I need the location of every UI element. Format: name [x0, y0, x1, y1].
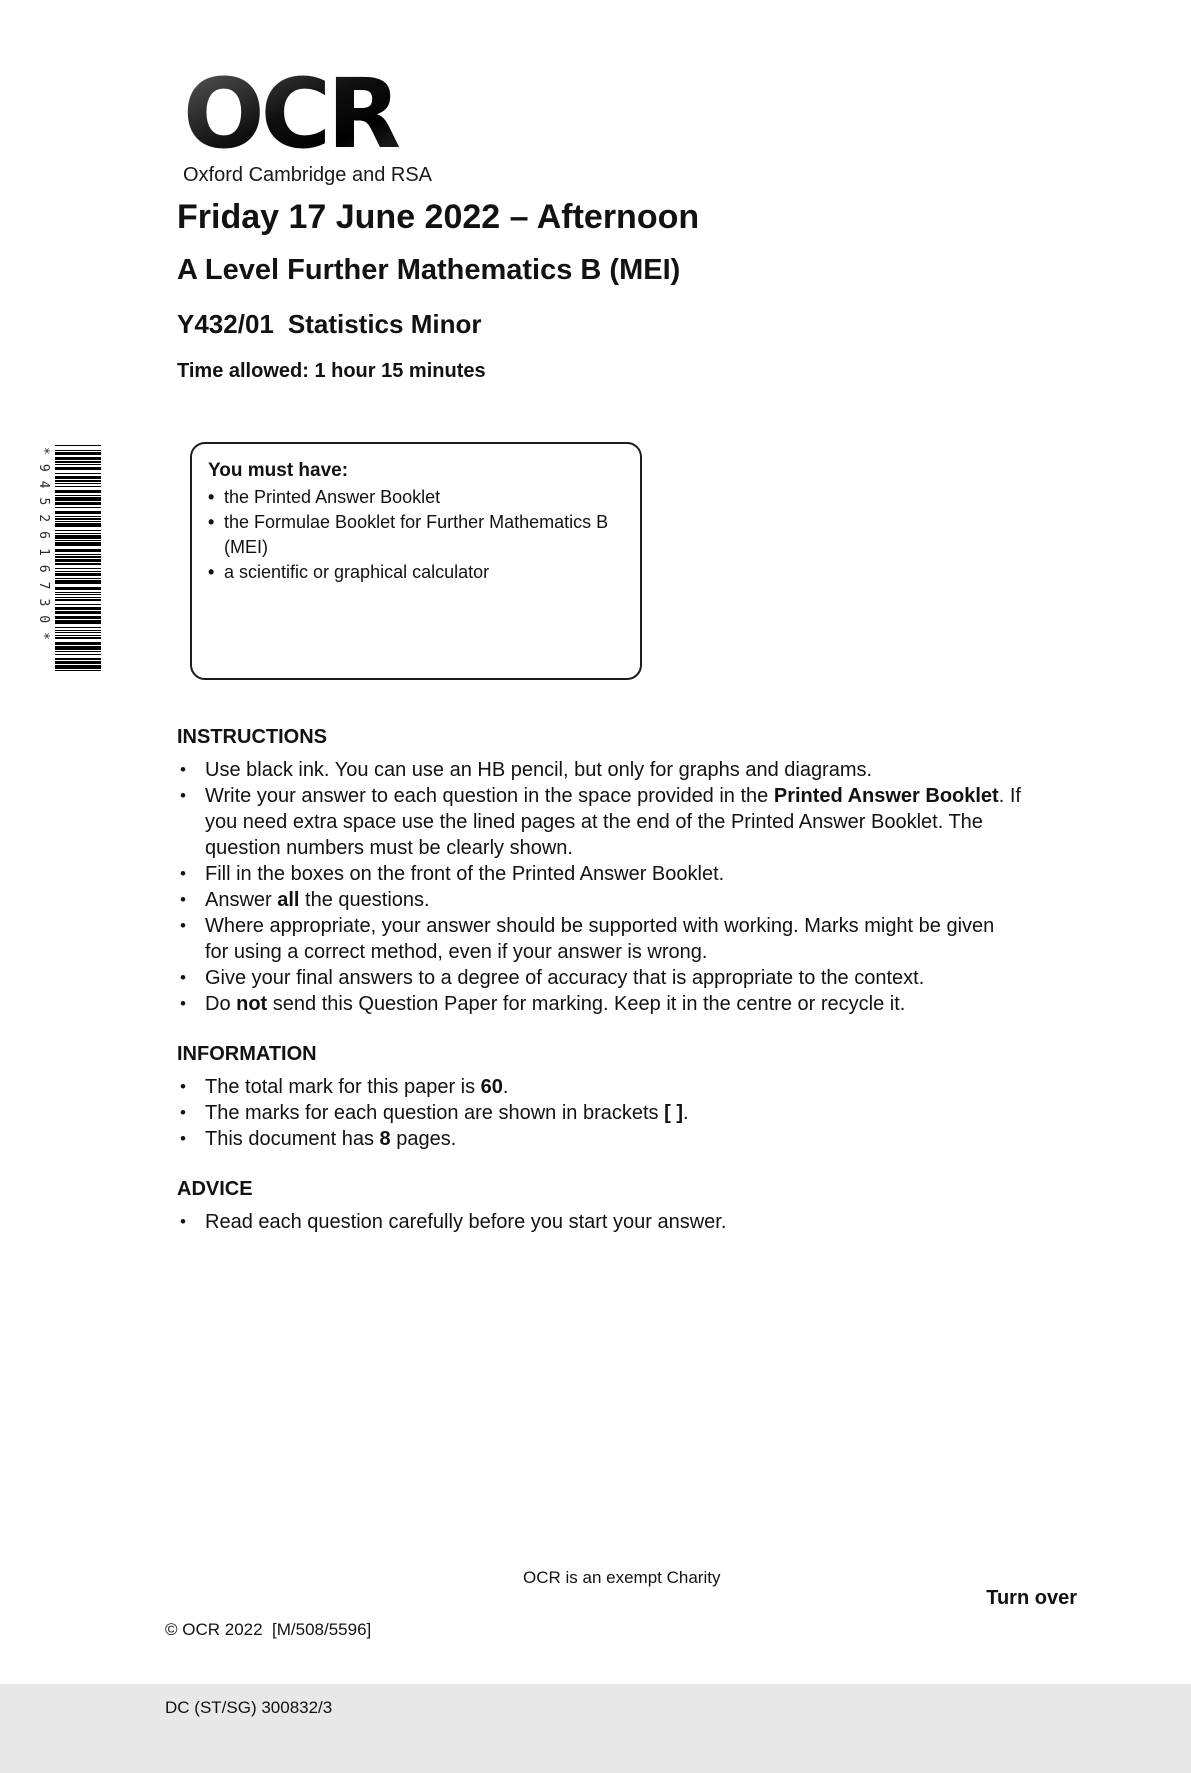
bullet-icon: •: [208, 512, 215, 532]
paper-code: Y432/01: [177, 309, 274, 339]
bullet-icon: •: [180, 1103, 186, 1122]
bullet-icon: •: [208, 487, 215, 507]
turn-over-label: Turn over: [986, 1587, 1077, 1609]
footer-doc-ref: DC (ST/SG) 300832/3: [165, 1698, 333, 1717]
ocr-logo: [183, 58, 433, 187]
bullet-icon: •: [180, 916, 186, 935]
list-item: • Use black ink. You can use an HB pencil, but only for graphs and diagrams.: [180, 759, 873, 781]
must-have-title: You must have:: [208, 460, 349, 481]
section-instructions: [177, 726, 1022, 1017]
exam-date-title: Friday 17 June 2022 – Afternoon: [177, 198, 700, 236]
bullet-icon: •: [180, 1129, 186, 1148]
barcode-value: *9452616730*: [36, 447, 51, 649]
footer-copyright: © OCR 2022 [M/508/5596]: [165, 1620, 372, 1639]
instructions-list: [177, 757, 1022, 1017]
list-item: • the Printed Answer Booklet: [208, 485, 624, 510]
list-item: • Do not send this Question Paper for marking. Keep it in the centre or recycle it.: [180, 993, 906, 1015]
ocr-logo-text: OCR: [183, 66, 432, 162]
front-page-sections: [177, 726, 1022, 1235]
section-advice: [177, 1178, 1022, 1235]
section-information: [177, 1043, 1022, 1152]
qualification-title: A Level Further Mathematics B (MEI): [177, 254, 681, 286]
must-have-list: [208, 485, 624, 585]
barcode-bars: [55, 445, 101, 677]
list-item: • This document has 8 pages.: [180, 1128, 457, 1150]
paper-title: Statistics Minor: [287, 309, 482, 339]
list-item: • Give your final answers to a degree of accuracy that is appropriate to the context.: [180, 967, 925, 989]
section-heading: INFORMATION: [177, 1043, 317, 1065]
must-have-box: [190, 442, 642, 680]
bullet-icon: •: [180, 1212, 186, 1231]
information-list: [177, 1074, 1022, 1152]
time-allowed: Time allowed: 1 hour 15 minutes: [177, 360, 486, 382]
list-item: • Write your answer to each question in the space provided in the Printed Answer Booklet. If you need extra space use the lined pages at the end of the Printed Answer Booklet. The question numbers must be clearly shown.: [180, 785, 1021, 859]
bullet-icon: •: [180, 968, 186, 987]
footer-copyright-block: [165, 1565, 371, 1773]
paper-header: [177, 200, 699, 381]
section-heading: INSTRUCTIONS: [177, 726, 327, 748]
section-heading: ADVICE: [177, 1178, 253, 1200]
bullet-icon: •: [180, 760, 186, 779]
bullet-icon: •: [208, 562, 215, 582]
bullet-icon: •: [180, 1077, 186, 1096]
list-item: • Answer all the questions.: [180, 889, 430, 911]
list-item: • The total mark for this paper is 60.: [180, 1076, 509, 1098]
bullet-icon: •: [180, 890, 186, 909]
paper-code-line: [177, 311, 699, 337]
ocr-logo-tagline: Oxford Cambridge and RSA: [183, 164, 433, 186]
footer-charity-note: OCR is an exempt Charity: [523, 1568, 721, 1587]
list-item: • The marks for each question are shown in brackets [ ].: [180, 1102, 689, 1124]
list-item: • Read each question carefully before you start your answer.: [180, 1211, 727, 1233]
list-item: • Where appropriate, your answer should be supported with working. Marks might be given for using a correct method, even if your answer is wrong.: [180, 915, 995, 963]
bullet-icon: •: [180, 864, 186, 883]
list-item: • the Formulae Booklet for Further Mathematics B (MEI): [208, 512, 609, 557]
list-item: • a scientific or graphical calculator: [208, 560, 624, 585]
list-item: • Fill in the boxes on the front of the Printed Answer Booklet.: [180, 863, 725, 885]
advice-list: [177, 1209, 1022, 1235]
bullet-icon: •: [180, 786, 186, 805]
bullet-icon: •: [180, 994, 186, 1013]
